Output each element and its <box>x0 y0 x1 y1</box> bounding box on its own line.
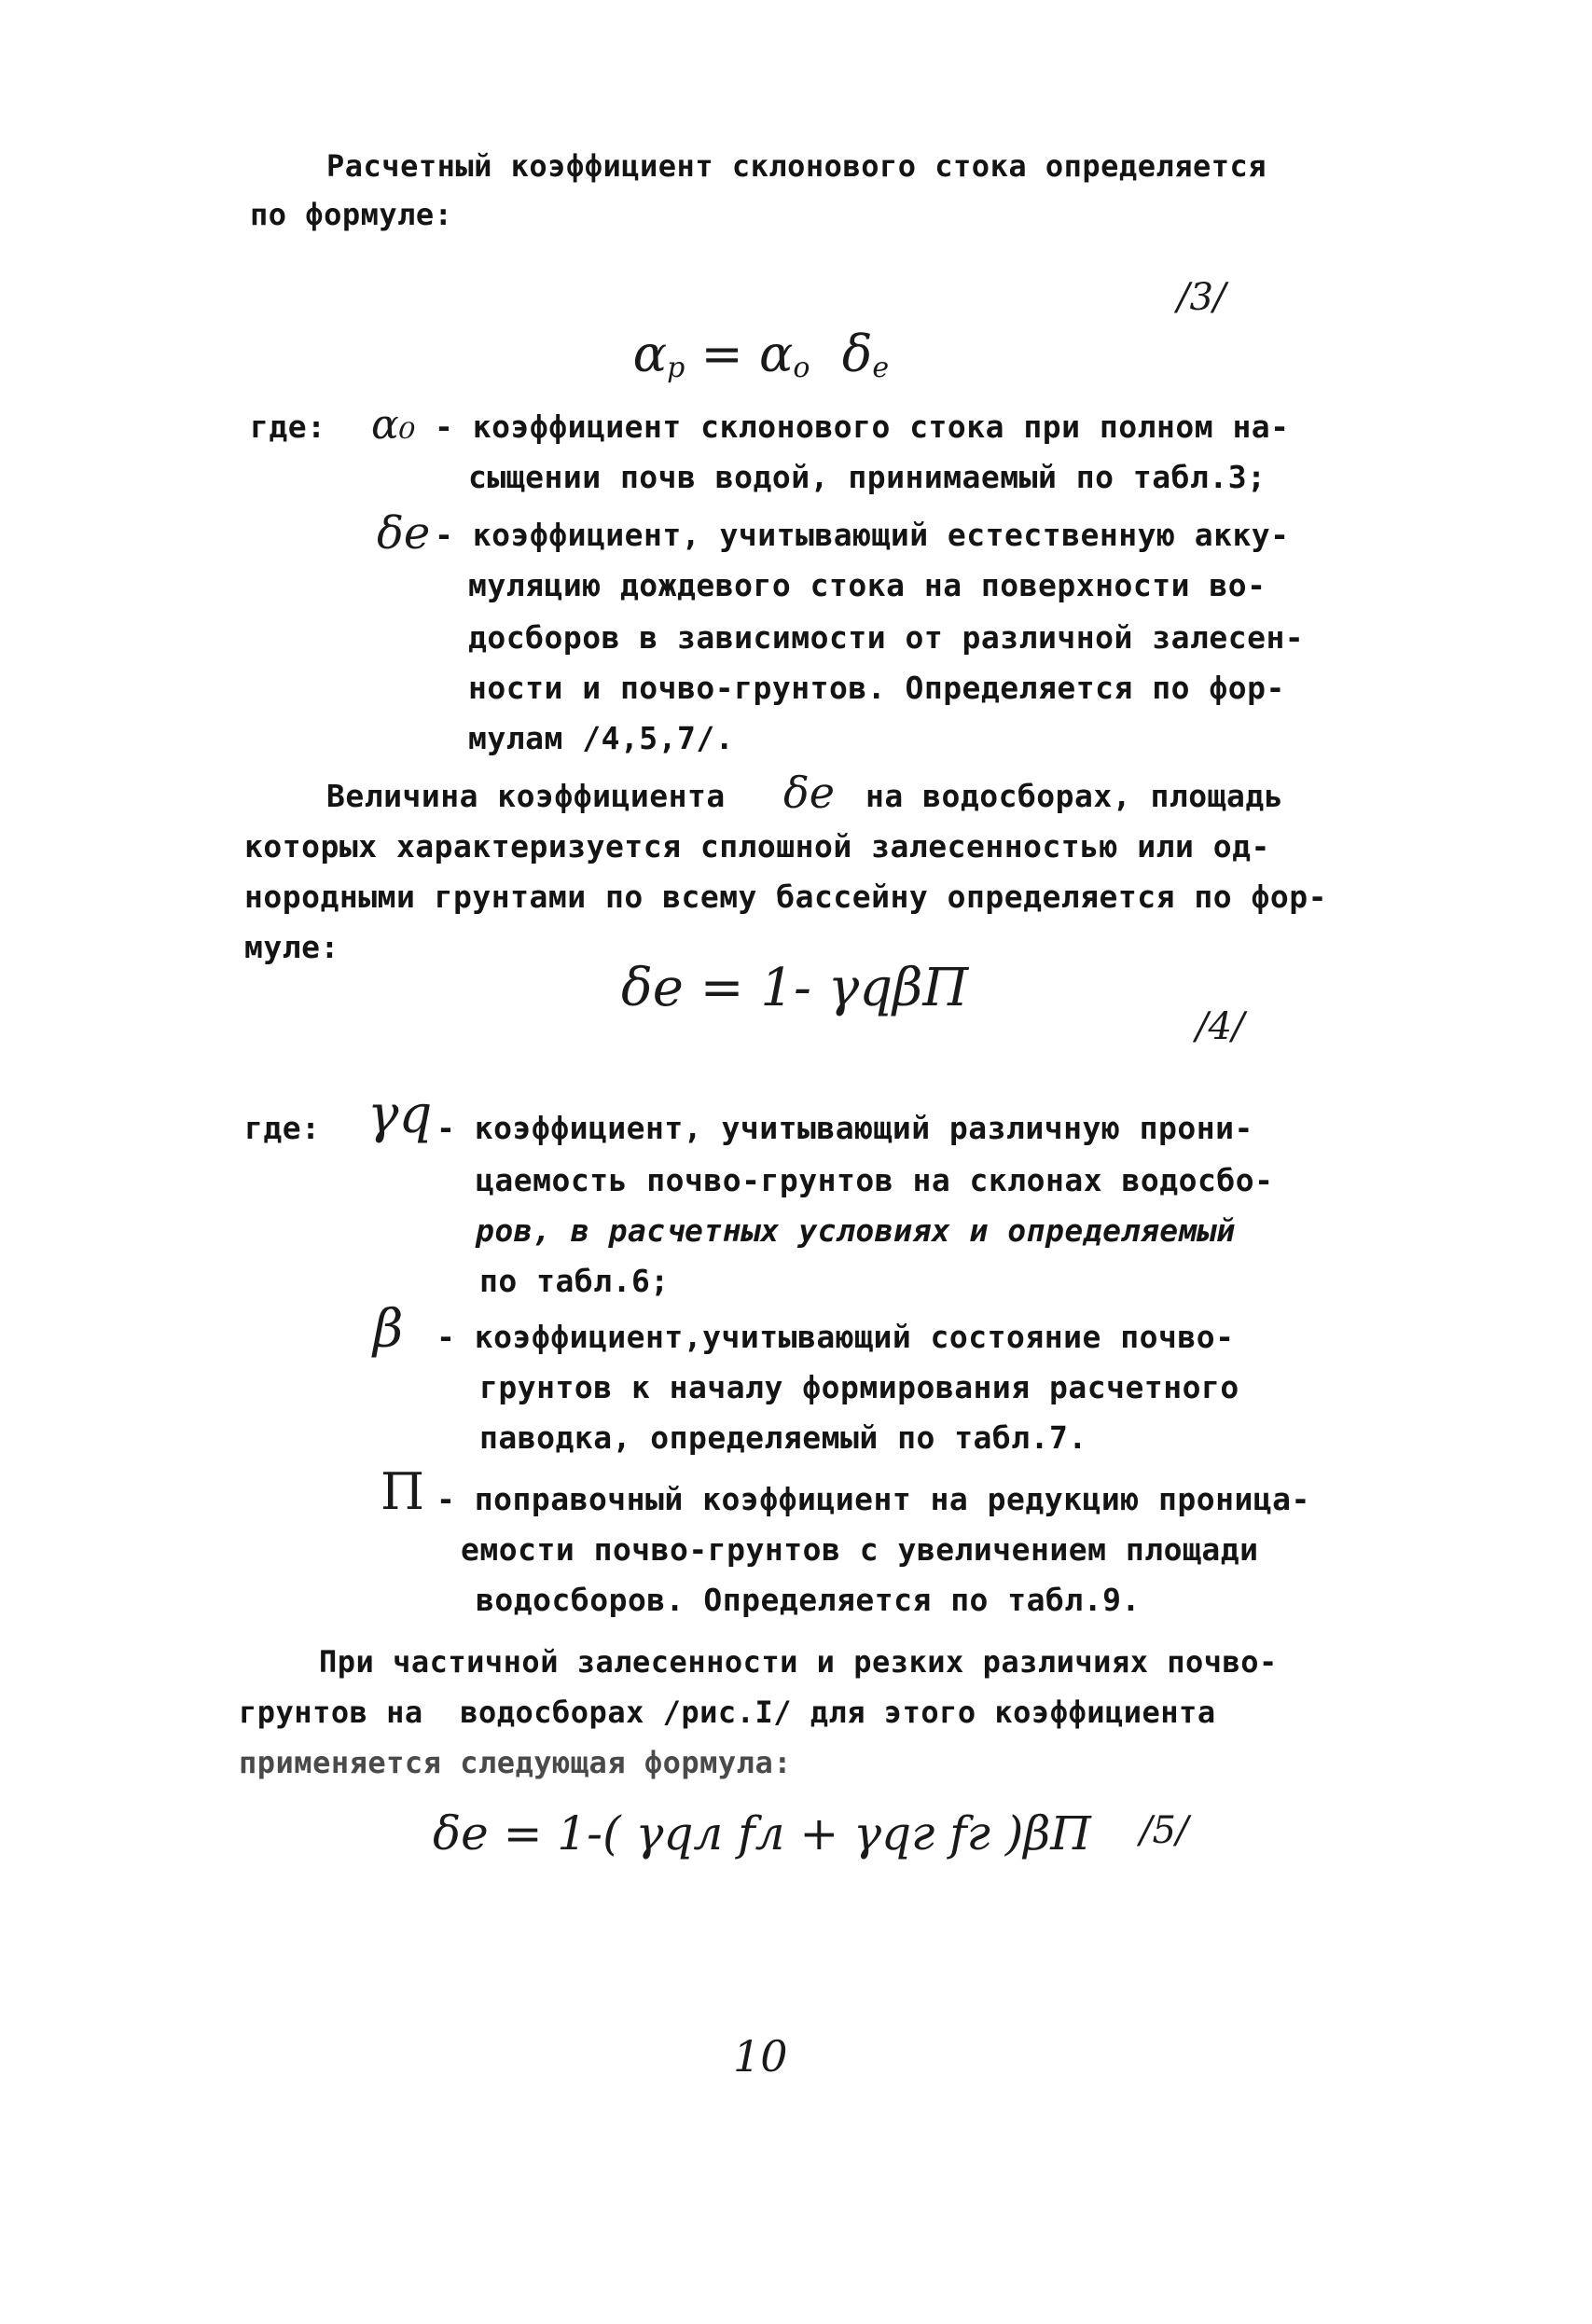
intro-line-2: по формуле: <box>250 197 453 232</box>
pi-def-line-2: емости почво-грунтов с увеличением площади <box>461 1531 1259 1568</box>
para3-line-3: применяется следующая формула: <box>239 1745 792 1780</box>
para3-line-2: грунтов на водосборах /рис.I/ для этого коэффициента <box>239 1695 1216 1730</box>
formula-4-number: /4/ <box>1196 1005 1245 1048</box>
beta-symbol: β <box>373 1299 404 1360</box>
formula-4: δe = 1- γqβП <box>621 958 969 1018</box>
alpha0-def-line-2: сыщении почв водой, принимаемый по табл.3; <box>468 459 1267 495</box>
beta-def-line-2: грунтов к началу формирования расчетного <box>479 1369 1239 1405</box>
para2-line-1b: на водосборах, площадь <box>865 778 1284 814</box>
formula-3-lhs-sub: p <box>667 352 685 384</box>
deltae-def-line-2: муляцию дождевого стока на поверхности во- <box>468 567 1267 603</box>
formula-3-term1: α <box>758 325 794 383</box>
formula-3-term2-sub: e <box>872 352 890 384</box>
para2-line-1a: Величина коэффициента <box>326 778 726 814</box>
beta-def-line-3: паводка, определяемый по табл.7. <box>479 1419 1087 1456</box>
deltae-def-line-4: ности и почво-грунтов. Определяется по фор- <box>468 670 1285 706</box>
para2-line-4: муле: <box>244 929 339 965</box>
formula-3-term1-sub: o <box>793 352 810 384</box>
formula-5-number: /5/ <box>1140 1809 1189 1852</box>
formula-3-term2: δ <box>841 325 873 383</box>
intro-line-1: Расчетный коэффициент склонового стока определяется <box>326 148 1267 184</box>
para2-line-3: нородными грунтами по всему бассейну определяется по фор- <box>244 878 1327 915</box>
gamma-symbol: γq <box>367 1085 433 1145</box>
page-number: 10 <box>733 2031 788 2082</box>
para2-symbol: δe <box>783 768 835 818</box>
deltae-def-line-3: досборов в зависимости от различной залесен- <box>468 619 1305 656</box>
formula-5: δe = 1-( γqл fл + γqг fг )βП <box>433 1806 1091 1861</box>
where-label-2: где: <box>244 1110 321 1146</box>
alpha0-symbol: α₀ <box>371 401 416 449</box>
deltae-def-line-5: мулам /4,5,7/. <box>468 720 735 756</box>
formula-3-lhs: α <box>632 325 668 383</box>
gamma-def-line-4: по табл.6; <box>479 1263 670 1299</box>
para3-line-1: При частичной залесенности и резких различиях почво- <box>319 1644 1278 1680</box>
deltae-symbol: δe <box>377 507 431 560</box>
gamma-def-line-3: ров, в расчетных условиях и определяемый <box>476 1212 1236 1249</box>
deltae-def-line-1: - коэффициент, учитывающий естественную акку- <box>435 517 1290 553</box>
gamma-def-line-2: цаемость почво-грунтов на склонах водосбо- <box>476 1162 1274 1198</box>
formula-3-number: /3/ <box>1177 276 1226 319</box>
pi-def-line-1: - поправочный коэффициент на редукцию проница- <box>436 1481 1310 1517</box>
beta-def-line-1: - коэффициент,учитывающий состояние почво- <box>436 1319 1235 1355</box>
alpha0-def-line-1: - коэффициент склонового стока при полном на- <box>435 408 1290 445</box>
pi-def-line-3: водосборов. Определяется по табл.9. <box>476 1582 1141 1618</box>
para2-line-2: которых характеризуется сплошной залесенностью или од- <box>244 828 1270 865</box>
where-label-1: где: <box>250 408 326 445</box>
gamma-def-line-1: - коэффициент, учитывающий различную прони- <box>436 1110 1253 1146</box>
pi-symbol: П <box>381 1462 425 1521</box>
formula-3-eq: = <box>685 325 759 383</box>
